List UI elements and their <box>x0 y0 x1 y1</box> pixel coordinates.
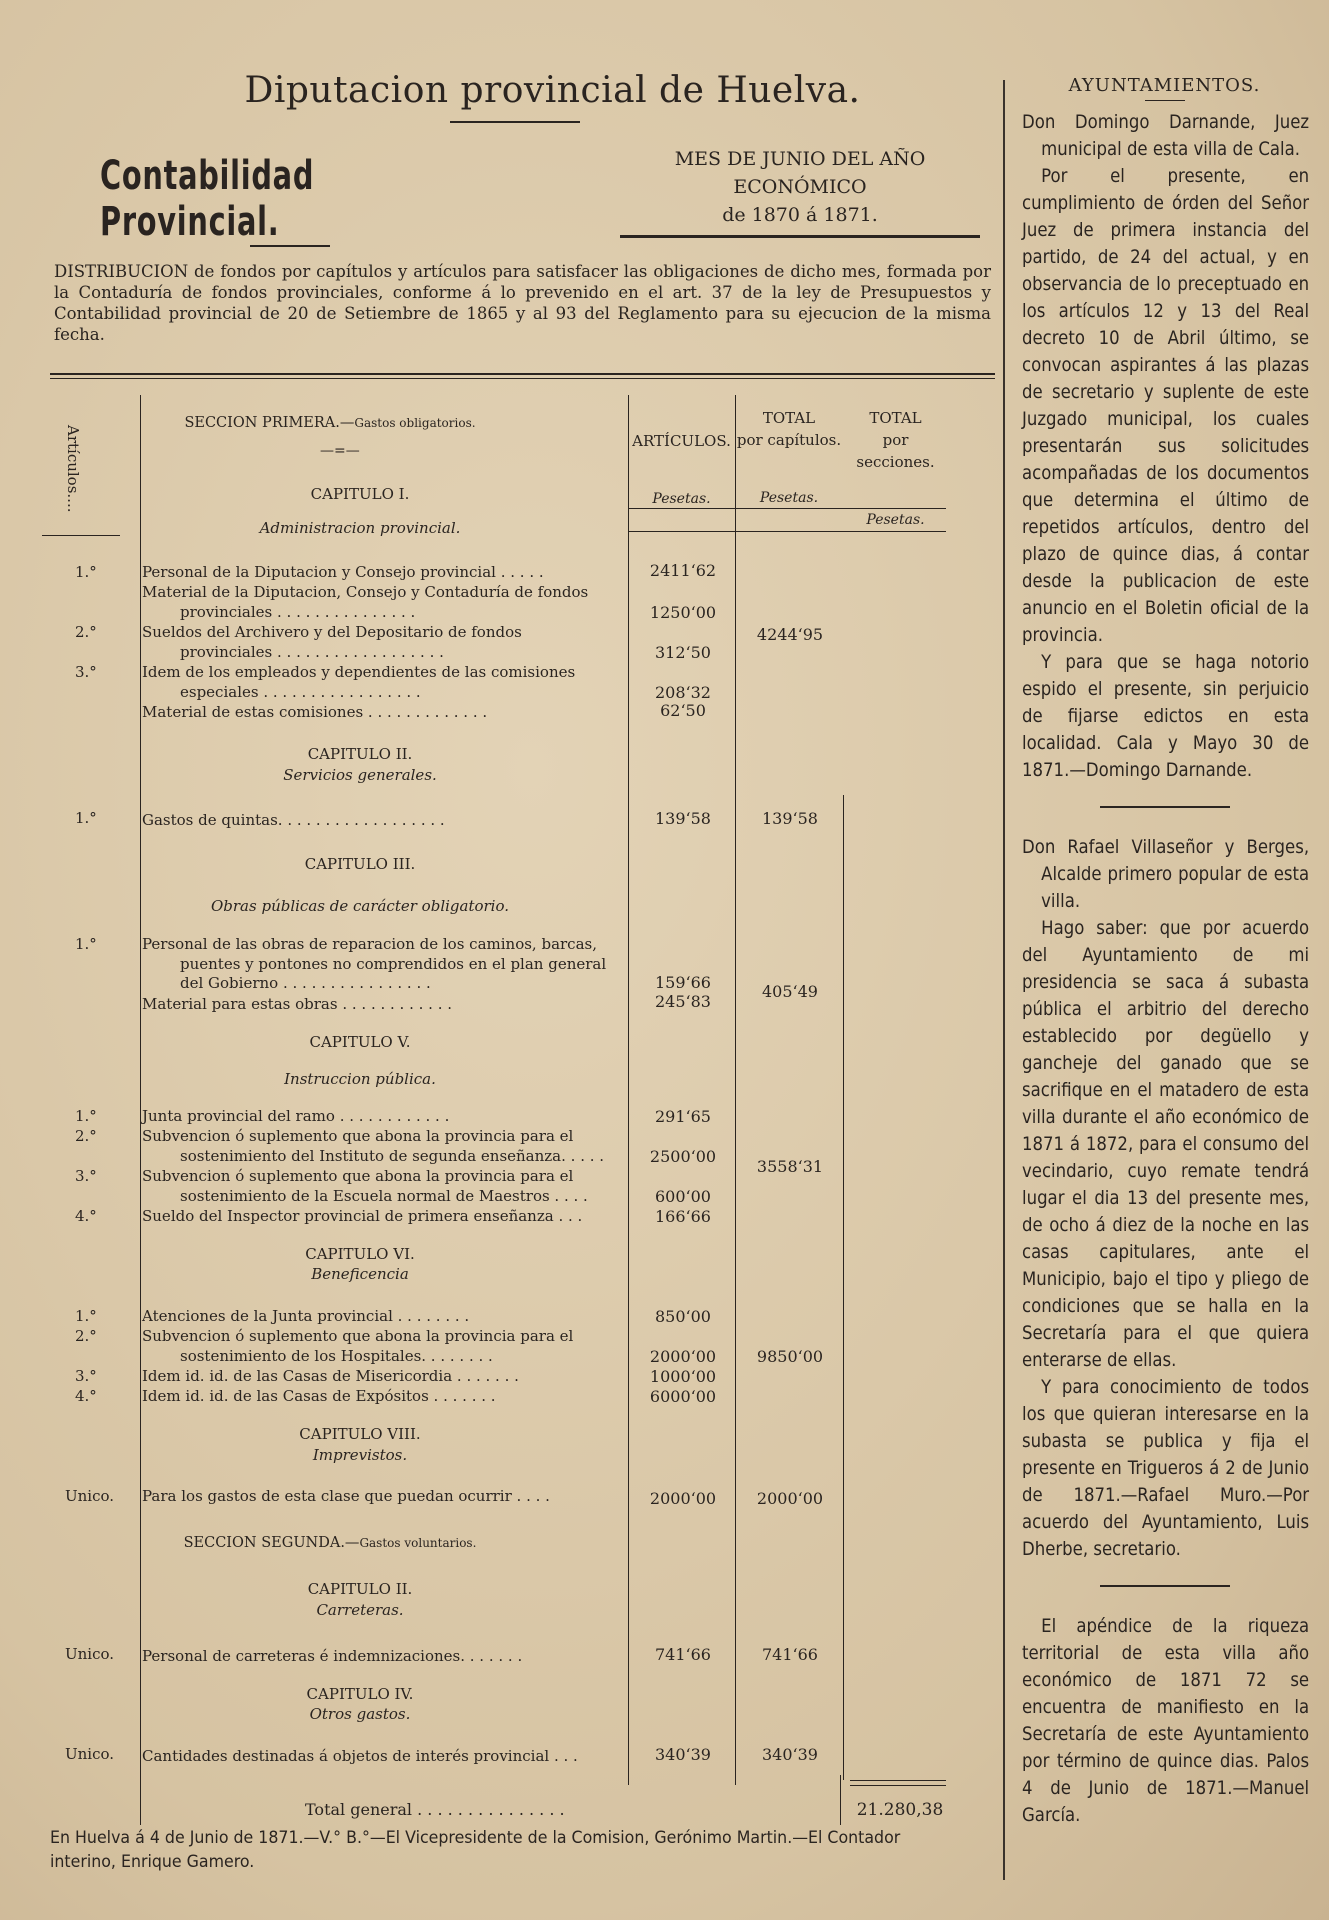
cap1-d3: Idem de los empleados y dependientes de las comisiones especiales . . . . . . . . . . . . . . . . . <box>142 663 576 701</box>
cap1-n3: 3.° <box>75 663 97 681</box>
cap6-a3: 1000‘00 <box>649 1367 717 1386</box>
cap2-subtitle: Servicios generales. <box>283 766 437 784</box>
cap5-a2: 2500‘00 <box>649 1147 717 1166</box>
notice-cala-head: Don Domingo Darnande, Juez municipal de esta villa de Cala. <box>1022 111 1310 160</box>
cap8-d1: Para los gastos de esta clase que puedan ocurrir . . . . <box>142 1487 550 1505</box>
ayuntamientos-rule <box>1145 100 1185 101</box>
cap5-title: CAPITULO V. <box>309 1033 411 1051</box>
col-line-4 <box>843 795 844 1780</box>
cap6-n2: 2.° <box>75 1327 97 1345</box>
por-capitulos-label: por capítulos. <box>736 431 842 449</box>
section-title: Contabilidad Provincial. <box>100 153 315 245</box>
cap8-a1: 2000‘00 <box>649 1489 717 1508</box>
cap2b-total: 741‘66 <box>762 1645 818 1664</box>
pesetas-label-3: Pesetas. <box>866 512 925 528</box>
cap6-n4: 4.° <box>75 1387 97 1405</box>
total-label-1: TOTAL <box>762 409 816 427</box>
cap1-a3: 208‘32 <box>655 683 711 702</box>
cap1-d1b: Material de la Diputacion, Consejo y Contaduría de fondos provinciales . . . . . . . . . . . . . . . <box>142 583 589 621</box>
cap6-n1: 1.° <box>75 1307 97 1325</box>
cap2b-subtitle: Carreteras. <box>316 1601 404 1619</box>
cap3-n1: 1.° <box>75 935 97 953</box>
cap5-d4: Sueldo del Inspector provincial de primera enseñanza . . . <box>142 1207 583 1225</box>
total-rule-b <box>850 1785 946 1786</box>
cap3-a1b: 245‘83 <box>655 992 711 1011</box>
notice-palos <box>1022 1613 1309 1829</box>
cap1-a3b: 62‘50 <box>660 701 706 720</box>
cap2-n1: 1.° <box>75 809 97 827</box>
month-rule <box>620 235 980 238</box>
cap3-total: 405‘49 <box>762 982 818 1001</box>
cap3-d1: Personal de las obras de reparacion de los caminos, barcas, puentes y pontones no comprendidos en el plan general del Gobierno . . . . . . . . . . . . . . . . <box>142 935 607 992</box>
cap2-d1: Gastos de quintas. . . . . . . . . . . . . . . . . . <box>142 811 445 829</box>
cap5-d2: Subvencion ó suplemento que abona la provincia para el sostenimiento del Instituto de segunda enseñanza. . . . . <box>142 1127 605 1165</box>
budget-table <box>50 395 995 1830</box>
cap3-d1b: Material para estas obras . . . . . . . . . . . . <box>142 995 452 1013</box>
cap2b-n1: Unico. <box>65 1645 115 1663</box>
col-line-5 <box>840 1775 841 1825</box>
cap1-subtitle: Administracion provincial. <box>259 519 461 537</box>
cap5-n1: 1.° <box>75 1107 97 1125</box>
column-divider <box>1003 80 1005 1880</box>
cap3-subtitle: Obras públicas de carácter obligatorio. <box>210 897 510 915</box>
cap2b-title: CAPITULO II. <box>307 1580 413 1598</box>
total-label-2: TOTAL <box>869 409 922 427</box>
cap5-a3: 600‘00 <box>655 1187 711 1206</box>
page-title: Diputacion provincial de Huelva. <box>244 70 861 111</box>
cap2-total: 139‘58 <box>762 809 818 828</box>
cap6-a2: 2000‘00 <box>649 1347 717 1366</box>
cap5-n4: 4.° <box>75 1207 97 1225</box>
cap2-a1: 139‘58 <box>655 809 711 828</box>
cap1-d1: Personal de la Diputacion y Consejo provincial . . . . . <box>142 563 544 581</box>
cap6-d4: Idem id. id. de las Casas de Expósitos . . . . . . . <box>142 1387 496 1405</box>
seccion-primera-sc: Gastos obligatorios. <box>354 416 476 430</box>
total-rule-a <box>850 1780 946 1781</box>
cap8-title: CAPITULO VIII. <box>299 1425 421 1443</box>
seccion-primera-label: SECCION PRIMERA.— <box>184 415 355 431</box>
intro-paragraph: DISTRIBUCION de fondos por capítulos y artículos para satisfacer las obligaciones de dicho mes, formada por la Contaduría de fondos provinciales, conforme á lo prevenido en el art. 37 de la ley de Presupuestos y Contabilidad provincial de 20 de Setiembre de 1865 y al 93 del Reglamento para su ejecucion de la misma fecha. <box>54 262 991 344</box>
articulos-label: ARTÍCULOS. <box>632 432 731 450</box>
cap5-d1: Junta provincial del ramo . . . . . . . . . . . . <box>142 1107 450 1125</box>
cap4-n1: Unico. <box>65 1745 115 1763</box>
notice-trigueros <box>1022 834 1309 1563</box>
cap4-title: CAPITULO IV. <box>306 1685 414 1703</box>
cap1-n2: 2.° <box>75 623 97 641</box>
seccion-segunda-sc: Gastos voluntarios. <box>359 1536 477 1550</box>
cap1-a1: 2411‘62 <box>649 561 717 580</box>
cap3-a1: 159‘66 <box>655 973 711 992</box>
left-column <box>50 70 995 1830</box>
cap1-total: 4244‘95 <box>756 625 824 644</box>
col-line-2 <box>628 395 629 1785</box>
cap8-total: 2000‘00 <box>756 1489 824 1508</box>
cap5-subtitle: Instruccion pública. <box>284 1070 436 1088</box>
cap6-d1: Atenciones de la Junta provincial . . . . . . . . <box>142 1307 470 1325</box>
cap6-a4: 6000‘00 <box>649 1387 717 1406</box>
header-row <box>50 145 995 247</box>
cap1-d3b: Material de estas comisiones . . . . . . . . . . . . . <box>142 703 488 721</box>
cap4-a1: 340‘39 <box>655 1745 711 1764</box>
seccion-primera-heading <box>150 415 510 431</box>
notice-cala <box>1022 109 1309 784</box>
cap6-total: 9850‘00 <box>756 1347 824 1366</box>
month-line-2: de 1870 á 1871. <box>722 204 878 226</box>
notice-separator-1 <box>1100 806 1230 808</box>
total-general-value: 21.280,38 <box>856 1800 944 1820</box>
seccion-segunda-heading <box>150 1535 510 1551</box>
month-line-1: MES DE JUNIO DEL AÑO ECONÓMICO <box>674 148 926 198</box>
month-heading <box>620 145 980 247</box>
por-secciones-header <box>843 407 948 531</box>
cap4-d1: Cantidades destinadas á objetos de interés provincial . . . <box>142 1747 578 1765</box>
cap2b-a1: 741‘66 <box>655 1645 711 1664</box>
header-double-rule <box>50 373 995 379</box>
cap1-a1b: 1250‘00 <box>649 603 717 622</box>
cap6-n3: 3.° <box>75 1367 97 1385</box>
cap3-title: CAPITULO III. <box>304 855 416 873</box>
cap5-d3: Subvencion ó suplemento que abona la provincia para el sostenimiento de la Escuela normal de Maestros . . . . <box>142 1167 588 1205</box>
ayuntamientos-title: AYUNTAMIENTOS. <box>1068 75 1261 96</box>
por-capitulos-header <box>735 407 843 509</box>
notice-cala-p2: Y para que se haga notorio espido el presente, sin perjuicio de fijarse edictos en esta localidad. Cala y Mayo 30 de 1871.—Domingo Darnande. <box>1022 651 1310 781</box>
total-general-label: Total general . . . . . . . . . . . . . . . <box>305 1800 565 1819</box>
cap8-n1: Unico. <box>65 1487 115 1505</box>
title-rule <box>450 121 580 123</box>
cap1-title: CAPITULO I. <box>310 485 410 503</box>
cap1-a2: 312‘50 <box>655 643 711 662</box>
cap6-a1: 850‘00 <box>655 1307 711 1326</box>
pesetas-label-2: Pesetas. <box>759 490 819 506</box>
notice-trigueros-p1: Hago saber: que por acuerdo del Ayuntamiento de mi presidencia se saca á subasta pública el arbitrio del derecho establecido por degüello y gancheje del ganado que se sacrifique en el matadero de esta villa durante el año económico de 1871 á 1872, para el consumo del vecindario, cuyo remate tendrá lugar el dia 13 del presente mes, de ocho á diez de la noche en las casas capitulares, ante el Municipio, bajo el tipo y pliego de condiciones que se halla en la Secretaría para el que quiera enterarse de ellas. <box>1022 917 1310 1371</box>
cap8-subtitle: Imprevistos. <box>312 1446 408 1464</box>
notice-cala-p1: Por el presente, en cumplimiento de órden del Señor Juez de primera instancia del partido, de 24 del actual, y en observancia de lo preceptuado en los artículos 12 y 13 del Real decreto 10 de Abril último, se convocan aspirantes á las plazas de secretario y suplente de este Juzgado municipal, los cuales presentarán sus solicitudes acompañadas de los documentos que determina el último de repetidos artículos, dentro del plazo de quince dias, á contar desde la publicacion de este anuncio en el Boletin oficial de la provincia. <box>1022 165 1310 646</box>
notice-separator-2 <box>1100 1585 1230 1587</box>
cap4-subtitle: Otros gastos. <box>309 1705 411 1723</box>
pesetas-bottom-rule <box>628 531 946 532</box>
notice-trigueros-p2: Y para conocimiento de todos los que quieran interesarse en la subasta se publica y fija el presente en Trigueros á 2 de Junio de 1871.—Rafael Muro.—Por acuerdo del Ayuntamiento, Luis Dherbe, secretario. <box>1022 1376 1310 1560</box>
section-rule <box>250 245 330 247</box>
articulos-col-header <box>628 430 735 510</box>
cap5-total: 3558‘31 <box>756 1157 824 1176</box>
footer-signature: En Huelva á 4 de Junio de 1871.—V.° B.°—El Vicepresidente de la Comision, Gerónimo Martin.—El Contador interino, Enrique Gamero. <box>50 1828 901 1872</box>
cap6-d3: Idem id. id. de las Casas de Misericordia . . . . . . . <box>142 1367 519 1385</box>
cap6-subtitle: Beneficencia <box>311 1265 409 1283</box>
cap5-n2: 2.° <box>75 1127 97 1145</box>
right-column <box>1022 75 1310 1829</box>
articulos-vertical-label: Artículos.... <box>64 425 82 513</box>
art-rule <box>42 535 120 536</box>
cap1-n1: 1.° <box>75 563 97 581</box>
por-secciones-label: por secciones. <box>856 431 935 471</box>
cap2-title: CAPITULO II. <box>307 745 413 763</box>
cap4-total: 340‘39 <box>762 1745 818 1764</box>
pesetas-label-1: Pesetas. <box>652 491 711 507</box>
cap5-a4: 166‘66 <box>655 1207 711 1226</box>
cap2b-d1: Personal de carreteras é indemnizaciones. . . . . . . <box>142 1647 523 1665</box>
cap1-d2: Sueldos del Archivero y del Depositario de fondos provinciales . . . . . . . . . . . . . . . . . . <box>142 623 522 661</box>
notice-palos-text: El apéndice de la riqueza territorial de esta villa año económico de 1871 72 se encuentra de manifiesto en la Secretaría de este Ayuntamiento por término de quince dias. Palos 4 de Junio de 1871.—Manuel García. <box>1022 1615 1310 1826</box>
dash-ornament: —=— <box>320 443 360 459</box>
cap5-a1: 291‘65 <box>655 1107 711 1126</box>
cap5-n3: 3.° <box>75 1167 97 1185</box>
notice-trigueros-head: Don Rafael Villaseñor y Berges, Alcalde primero popular de esta villa. <box>1022 836 1310 912</box>
cap6-title: CAPITULO VI. <box>305 1245 415 1263</box>
col-line-3 <box>735 395 736 1785</box>
seccion-segunda-label: SECCION SEGUNDA.— <box>183 1535 360 1551</box>
cap6-d2: Subvencion ó suplemento que abona la provincia para el sostenimiento de los Hospitales. . . . . . . . <box>142 1327 574 1365</box>
